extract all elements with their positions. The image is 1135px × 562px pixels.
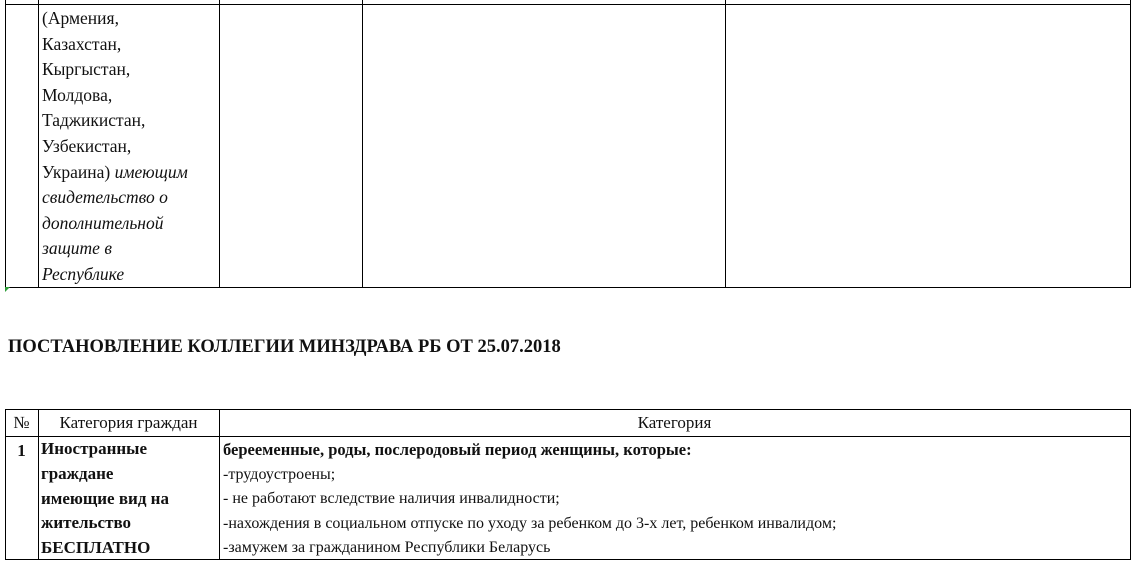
- text-line: имеющие вид на: [41, 488, 169, 508]
- text-line: дополнительной: [42, 212, 164, 233]
- text-line: Республике: [42, 263, 125, 284]
- text-line: -замужем за гражданином Республики Беларусь: [223, 539, 551, 557]
- text-line: Кыргыстан,: [42, 59, 131, 80]
- italic-text: имеющим: [114, 161, 188, 182]
- text-line: -нахождения в социальном отпуске по уходу за ребенком до 3-х лет, ребенком инвалидом;: [223, 514, 837, 532]
- category-title: берееменные, роды, послеродовый период женщины, которые:: [223, 440, 692, 459]
- ukraine-text: Украина): [42, 161, 111, 182]
- text-line: Таджикистан,: [42, 110, 146, 131]
- header-category: Категория: [637, 413, 712, 432]
- text-line: свидетельство о: [42, 187, 168, 208]
- text-line: БЕСПЛАТНО: [41, 538, 151, 558]
- row-number: 1: [17, 441, 26, 460]
- text-line: Узбекистан,: [42, 135, 132, 156]
- text-line: - не работают вследствие наличия инвалидности;: [223, 490, 560, 508]
- page-heading: ПОСТАНОВЛЕНИЕ КОЛЛЕГИИ МИНЗДРАВА РБ ОТ 25.07.2018: [8, 337, 561, 357]
- text-line: Иностранные: [41, 439, 147, 458]
- countries-cell: [42, 6, 218, 288]
- text-line: -трудоустроены;: [223, 465, 336, 483]
- cell-corner-marker: [5, 287, 10, 292]
- text-line: Молдова,: [42, 84, 113, 105]
- group-cell: [41, 437, 218, 561]
- text-line: жительство: [41, 513, 132, 533]
- text-line: защите в: [42, 238, 112, 259]
- category-cell: [223, 438, 1128, 561]
- text-line: граждане: [41, 463, 114, 483]
- text-line: Казахстан,: [42, 33, 122, 54]
- text-line: (Армения,: [42, 8, 119, 28]
- header-group: Категория граждан: [59, 413, 198, 432]
- header-num: №: [13, 413, 30, 432]
- text-line: [42, 160, 218, 186]
